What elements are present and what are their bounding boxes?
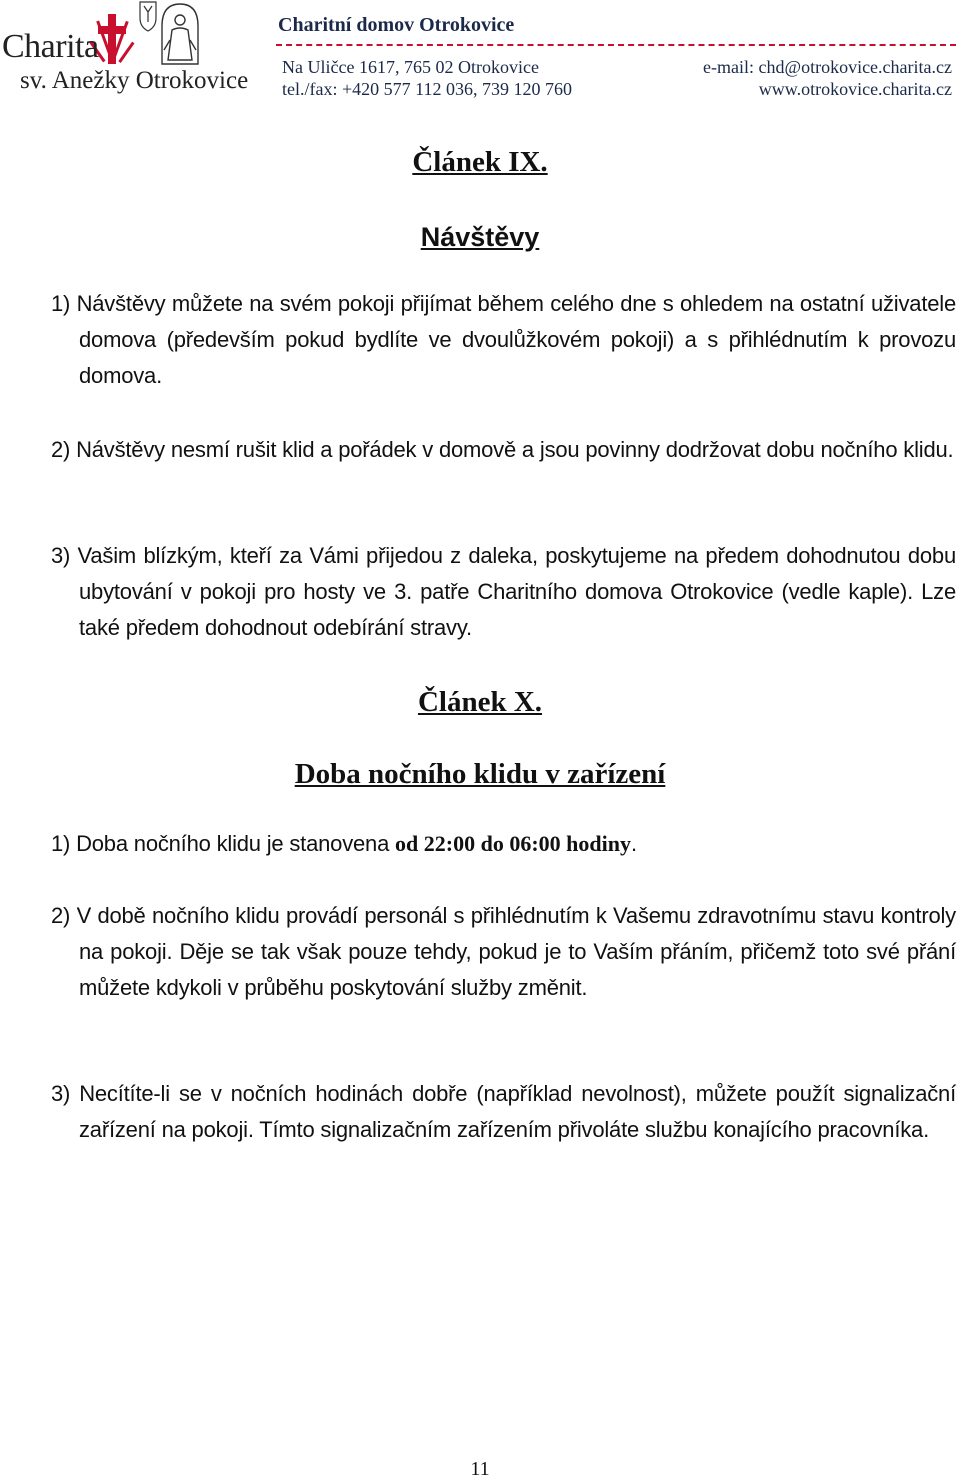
article-10-title: Článek X. xyxy=(417,686,543,718)
article-9-item-1 xyxy=(51,286,956,394)
item-1-suffix: . xyxy=(630,831,637,856)
paragraph-text: 2) Návštěvy nesmí rušit klid a pořádek v domově a jsou povinny dodržovat dobu nočního klidu. xyxy=(51,437,954,462)
article-10-item-3 xyxy=(51,1076,956,1148)
paragraph-text: 3) Vašim blízkým, kteří za Vámi přijedou z daleka, poskytujeme na předem dohodnutou dobu ubytování v pokoji pro hosty ve 3. patře Charitního domova Otrokovice (vedle kaple). Lze také předem dohodnout odebírání stravy. xyxy=(51,543,956,640)
article-9-title: Článek IX. xyxy=(412,146,548,178)
website-line: www.otrokovice.charita.cz xyxy=(758,79,952,99)
article-9-subtitle: Návštěvy xyxy=(420,222,540,252)
charita-logo xyxy=(0,0,270,104)
paragraph-text: 1) Návštěvy můžete na svém pokoji přijímat během celého dne s ohledem na ostatní uživatele domova (především pokud bydlíte ve dvoulůžkovém pokoji) a s přihlédnutím k provozu domova. xyxy=(51,291,956,388)
night-quiet-hours: od 22:00 do 06:00 hodiny xyxy=(395,831,631,856)
header-divider xyxy=(276,44,956,46)
article-10-item-2 xyxy=(51,898,956,1006)
logo-text-subtitle: sv. Anežky Otrokovice xyxy=(20,67,249,94)
page-number: 11 xyxy=(470,1458,490,1480)
paragraph-text xyxy=(51,826,956,862)
letterhead xyxy=(0,0,960,110)
paragraph-text: 3) Necítíte-li se v nočních hodinách dobře (například nevolnost), můžete použít signalizační zařízení na pokoji. Tímto signalizačním zařízením přivoláte službu konajícího pracovníka. xyxy=(51,1081,956,1142)
phone-line: tel./fax: +420 577 112 036, 739 120 760 xyxy=(282,79,572,99)
saint-figure-icon xyxy=(162,4,198,64)
paragraph-text: 2) V době nočního klidu provádí personál s přihlédnutím k Vašemu zdravotnímu stavu kontroly na pokoji. Děje se tak však pouze tehdy, pokud je to Vaším přáním, přičemž toto své přání můžete kdykoli v průběhu poskytování služby změnit. xyxy=(51,903,956,1000)
logo-text-charita: Charita xyxy=(2,28,99,65)
article-10-item-1 xyxy=(51,826,956,862)
article-9-item-2 xyxy=(51,432,956,468)
article-10-subtitle: Doba nočního klidu v zařízení xyxy=(294,758,666,790)
organization-title: Charitní domov Otrokovice xyxy=(278,14,515,36)
item-1-prefix: 1) Doba nočního klidu je stanovena xyxy=(51,831,396,856)
address-line: Na Uličce 1617, 765 02 Otrokovice xyxy=(282,57,539,77)
crest-icon xyxy=(140,2,156,31)
article-9-item-3 xyxy=(51,538,956,646)
email-line: e-mail: chd@otrokovice.charita.cz xyxy=(703,57,952,77)
